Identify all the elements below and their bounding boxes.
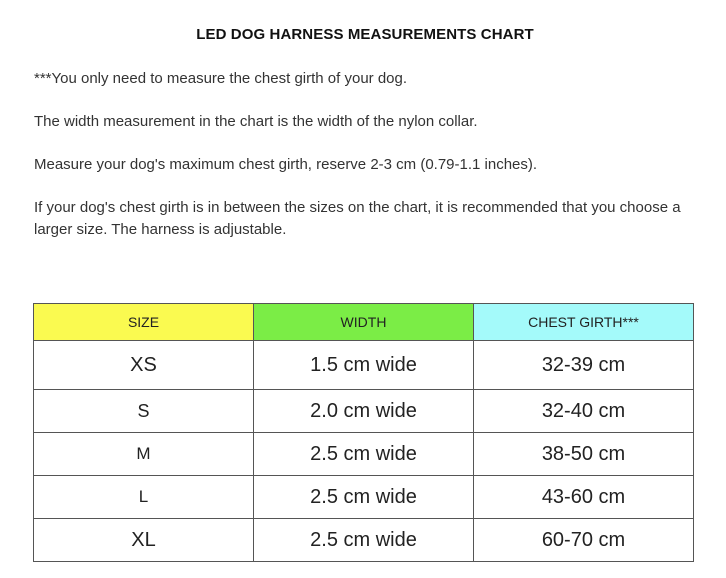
cell-size: M <box>34 433 254 476</box>
table-row <box>34 341 694 390</box>
table-row <box>34 433 694 476</box>
cell-chest-girth: 38-50 cm <box>474 433 694 476</box>
cell-width: 2.5 cm wide <box>254 519 474 562</box>
cell-size: XS <box>34 341 254 390</box>
table-row <box>34 476 694 519</box>
note-reserve: Measure your dog's maximum chest girth, reserve 2-3 cm (0.79-1.1 inches). <box>34 156 538 173</box>
cell-chest-girth: 32-39 cm <box>474 341 694 390</box>
cell-chest-girth: 32-40 cm <box>474 390 694 433</box>
table-header-row <box>34 304 694 341</box>
cell-size: S <box>34 390 254 433</box>
page-title: LED DOG HARNESS MEASUREMENTS CHART <box>196 26 534 43</box>
header-chest-girth: CHEST GIRTH*** <box>474 304 694 341</box>
cell-width: 2.0 cm wide <box>254 390 474 433</box>
note-chest-girth: ***You only need to measure the chest girth of your dog. <box>34 70 408 87</box>
table-row <box>34 519 694 562</box>
cell-chest-girth: 43-60 cm <box>474 476 694 519</box>
note-in-between: If your dog's chest girth is in between the sizes on the chart, it is recommended that you choose a larger size. The harness is adjustable. <box>34 199 681 238</box>
size-chart-table <box>33 303 694 562</box>
table-row <box>34 390 694 433</box>
note-width: The width measurement in the chart is the width of the nylon collar. <box>34 113 478 130</box>
cell-width: 2.5 cm wide <box>254 476 474 519</box>
cell-width: 1.5 cm wide <box>254 341 474 390</box>
header-size: SIZE <box>34 304 254 341</box>
cell-chest-girth: 60-70 cm <box>474 519 694 562</box>
cell-size: XL <box>34 519 254 562</box>
header-width: WIDTH <box>254 304 474 341</box>
cell-size: L <box>34 476 254 519</box>
cell-width: 2.5 cm wide <box>254 433 474 476</box>
